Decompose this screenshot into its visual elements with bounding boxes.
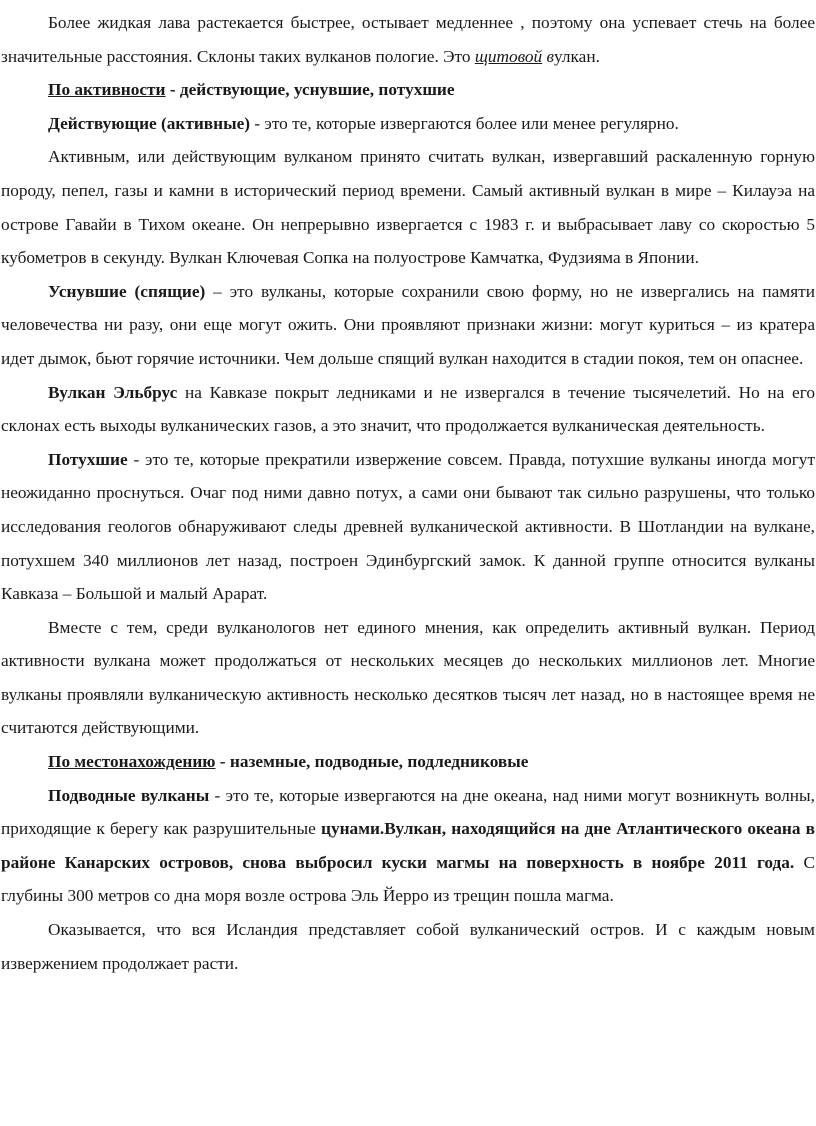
term-underwater: Подводные вулканы (48, 785, 210, 805)
text: – это вулканы, которые сохранили свою форму, но не извергались на памяти человечества ни разу, они еще могут ожить. Они проявляют признаки жизни: могут куриться – из кратера идет дымок, бьют горячие источники. Чем дольше спящий вулкан находится в стадии покоя, тем он опаснее. (1, 281, 815, 368)
term-active: Действующие (активные) (48, 113, 251, 133)
paragraph-active-details (1, 140, 815, 274)
paragraph-extinct (1, 443, 815, 611)
term-dormant: Уснувшие (спящие) (48, 281, 206, 301)
term-shield: щитовой (474, 46, 543, 66)
heading-rest: - действующие, уснувшие, потухшие (165, 80, 455, 100)
paragraph-iceland (1, 913, 815, 980)
text: - это те, которые извергаются более или менее регулярно. (250, 113, 679, 133)
text-italic: в (542, 46, 555, 66)
paragraph-opinions (1, 611, 815, 745)
text: на Кавказе покрыт ледниками и не извергался в течение тысячелетий. Но на его склонах есть выходы вулканических газов, а это значит, что продолжается вулканическая деятельность. (1, 382, 815, 436)
term-elbrus: Вулкан Эльбрус (48, 382, 178, 402)
paragraph-underwater (1, 779, 815, 913)
section-heading-location (1, 745, 815, 779)
text: - это те, которые извергаются на дне океана, над ними могут возникнуть волны, приходящие к берегу как разрушительные (1, 785, 815, 839)
heading-underlined: По активности (48, 80, 166, 100)
text: улкан. (554, 46, 600, 66)
text: Активным, или действующим вулканом принято считать вулкан, извергавший раскаленную горную породу, пепел, газы и камни в исторический период времени. Самый активный вулкан в мире – Килауэа на острове Гавайи в Тихом океане. Он непрерывно извергается с 1983 г. и выбрасывает лаву со скоростью 5 кубометров в секунду. Вулкан Ключевая Сопка на полуострове Камчатка, Фудзияма в Японии. (1, 147, 815, 268)
text: Оказывается, что вся Исландия представляет собой вулканический остров. И с каждым новым извержением продолжает расти. (1, 920, 815, 973)
bold-tsunami: цунами.Вулкан, находящийся на дне Атлантического океана в районе Канарских островов, снова выбросил куски магмы на поверхность в ноябре 2011 года. (1, 819, 815, 872)
text: - это те, которые прекратили извержение совсем. Правда, потухшие вулканы иногда могут неожиданно проснуться. Очаг под ними давно потух, а сами они бывают так сильно разрушены, что только исследования геологов обнаруживают следы древней вулканической активности. В Шотландии на вулкане, потухшем 340 миллионов лет назад, построен Эдинбургский замок. К данной группе относится вулканы Кавказа – Большой и малый Арарат. (1, 449, 815, 604)
paragraph-active (1, 107, 815, 141)
heading-underlined: По местонахождению (48, 752, 216, 772)
paragraph-elbrus (1, 376, 815, 443)
paragraph-dormant (1, 275, 815, 376)
text: Более жидкая лава растекается быстрее, остывает медленнее , поэтому она успевает стечь на более значительные расстояния. Склоны таких вулканов пологие. Это (1, 13, 815, 66)
paragraph-shield-volcano (1, 6, 815, 73)
term-extinct: Потухшие (48, 449, 128, 469)
text: С глубины 300 метров со дна моря возле острова Эль Йерро из трещин пошла магма. (1, 852, 815, 906)
section-heading-activity (1, 73, 815, 107)
text: Вместе с тем, среди вулканологов нет единого мнения, как определить активный вулкан. Период активности вулкана может продолжаться от нескольких месяцев до нескольких миллионов лет. Многие вулканы проявляли вулканическую активность несколько десятков тысяч лет назад, но в настоящее время не считаются действующими. (1, 617, 815, 738)
heading-rest: - наземные, подводные, подледниковые (215, 752, 529, 772)
